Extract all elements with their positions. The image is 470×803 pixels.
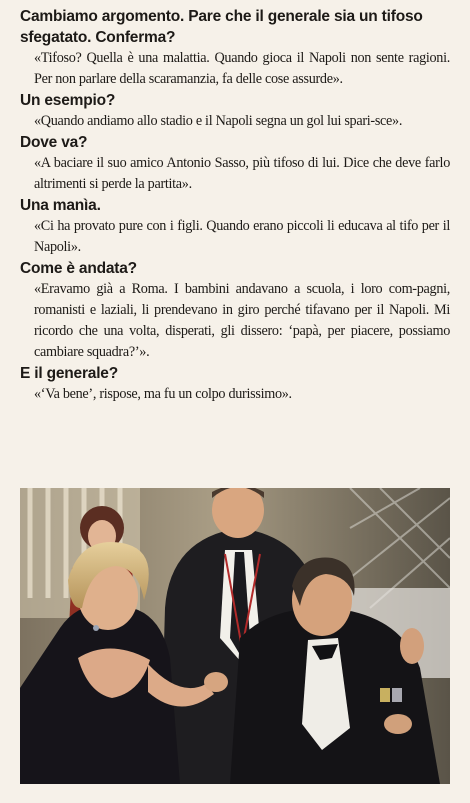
answer-3: «A baciare il suo amico Antonio Sasso, più tifoso di lui. Dice che deve farlo altrimenti si perde la partita». (34, 155, 450, 192)
answer-1: «Tifoso? Quella è una malattia. Quando gioca il Napoli non sente ragioni. Per non parlare della scaramanzia, fa delle cose assurde». (34, 50, 450, 87)
question-1: Cambiamo argomento. Pare che il generale sia un tifoso sfegatato. Conferma? (20, 8, 423, 46)
question-3: Dove va? (20, 134, 88, 151)
question-6: E il generale? (20, 365, 118, 382)
question-4: Una manìa. (20, 197, 101, 214)
answer-5: «Eravamo già a Roma. I bambini andavano a scuola, i loro com-pagni, romanisti e laziali, li prendevano in giro perché tifavano per il Napoli. Mi ricordo che una volta, disperati, gli dissero: ‘papà, per piacere, possiamo cambiare squadra?’». (34, 281, 450, 360)
interview-text (20, 6, 450, 405)
answer-2: «Quando andiamo allo stadio e il Napoli segna un gol lui spari-sce». (34, 113, 403, 129)
answer-6: «‘Va bene’, rispose, ma fu un colpo durissimo». (34, 386, 292, 402)
answer-4: «Ci ha provato pure con i figli. Quando erano piccoli li educava al tifo per il Napoli». (34, 218, 450, 255)
photo-illustration (20, 488, 450, 784)
question-2: Un esempio? (20, 92, 116, 109)
question-5: Come è andata? (20, 260, 137, 277)
photo (20, 488, 450, 784)
